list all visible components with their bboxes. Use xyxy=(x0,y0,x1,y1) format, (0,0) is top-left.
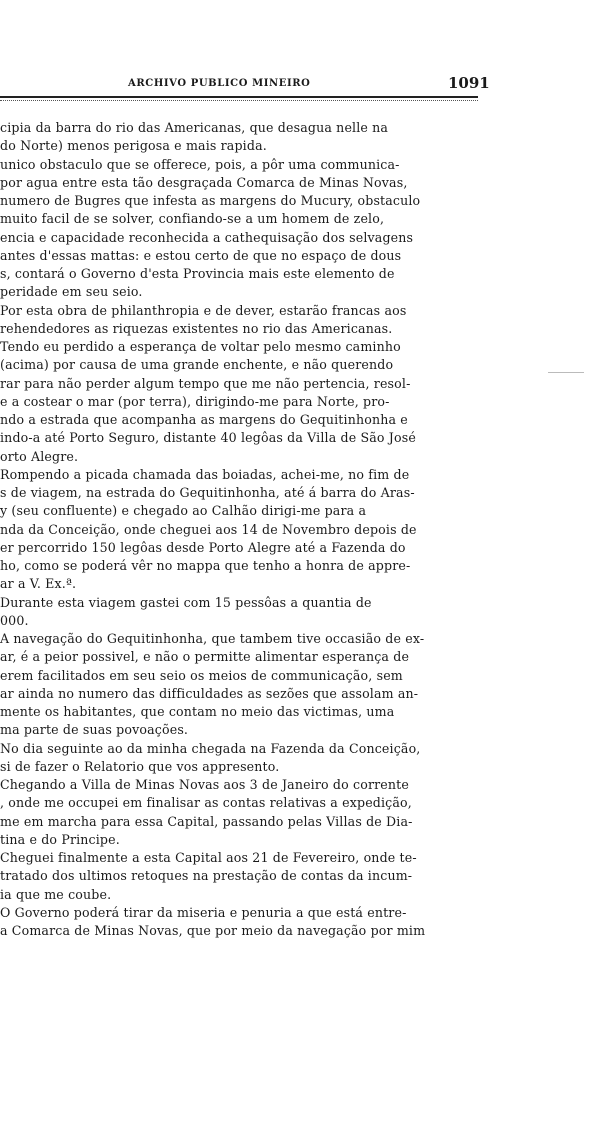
text-line: rehendedores as riquezas existentes no rio das Americanas. xyxy=(0,320,393,336)
text-line: muito facil de se solver, confiando-se a um homem de zelo, xyxy=(0,211,385,227)
text-line: O Governo poderá tirar da miseria e penuria a que está entre- xyxy=(0,904,407,920)
text-line: Durante esta viagem gastei com 15 pessôas a quantia de xyxy=(0,594,372,610)
text-line: Cheguei finalmente a esta Capital aos 21 de Fevereiro, onde te- xyxy=(0,850,417,865)
text-line: s, contará o Governo d'esta Provincia mais este elemento de xyxy=(0,266,395,281)
text-line: ar, é a peior possivel, e não o permitte alimentar esperança de xyxy=(0,649,410,665)
text-line: Chegando a Villa de Minas Novas aos 3 de Janeiro do corrente xyxy=(0,777,409,792)
text-line: unico obstaculo que se offerece, pois, a pôr uma communica- xyxy=(0,156,400,172)
text-line: rar para não perder algum tempo que me não pertencia, resol- xyxy=(0,375,411,391)
text-line: a Comarca de Minas Novas, que por meio da navegação por mim xyxy=(0,923,426,938)
text-line: antes d'essas mattas: e estou certo de que no espaço de dous xyxy=(0,247,402,263)
text-line: tina e do Principe. xyxy=(0,831,120,847)
text-line: ar a V. Ex.ª. xyxy=(0,576,77,592)
text-line: ma parte de suas povoações. xyxy=(0,722,189,738)
text-line: , onde me occupei em finalisar as contas relativas a expedição, xyxy=(0,795,412,811)
text-line: mente os habitantes, que contam no meio das victimas, uma xyxy=(0,704,395,719)
text-line: Tendo eu perdido a esperança de voltar pelo mesmo caminho xyxy=(0,339,401,354)
text-line: tratado dos ultimos retoques na prestação de contas da incum- xyxy=(0,868,413,884)
text-line: e a costear o mar (por terra), dirigindo-me para Norte, pro- xyxy=(0,393,390,409)
text-line: Rompendo a picada chamada das boiadas, achei-me, no fim de xyxy=(0,466,410,482)
running-title: ARCHIVO PUBLICO MINEIRO xyxy=(128,78,311,89)
text-line: Por esta obra de philanthropia e de dever, estarão francas aos xyxy=(0,302,407,318)
text-line: cipia da barra do rio das Americanas, que desagua nelle na xyxy=(0,120,389,135)
text-line: No dia seguinte ao da minha chegada na Fazenda da Conceição, xyxy=(0,740,421,756)
page-number: 1091 xyxy=(448,74,490,92)
text-line: A navegação do Gequitinhonha, que tambem tive occasião de ex- xyxy=(0,631,425,646)
text-line: peridade em seu seio. xyxy=(0,284,143,300)
text-line: do Norte) menos perigosa e mais rapida. xyxy=(0,138,267,154)
page-header xyxy=(0,72,591,96)
text-line: ndo a estrada que acompanha as margens do Gequitinhonha e xyxy=(0,412,408,427)
text-line: si de fazer o Relatorio que vos appresento. xyxy=(0,758,280,774)
text-line: encia e capacidade reconhecida a cathequisação dos selvagens xyxy=(0,229,414,245)
text-line: s de viagem, na estrada do Gequitinhonha, até á barra do Aras- xyxy=(0,485,415,500)
text-line: numero de Bugres que infesta as margens do Mucury, obstaculo xyxy=(0,193,421,208)
text-line: nda da Conceição, onde cheguei aos 14 de Novembro depois de xyxy=(0,521,417,537)
body-text xyxy=(0,119,591,940)
text-line: me em marcha para essa Capital, passando pelas Villas de Dia- xyxy=(0,813,413,829)
header-rule xyxy=(0,96,478,98)
text-line: y (seu confluente) e chegado ao Calhão dirigi-me para a xyxy=(0,503,367,519)
text-line: por agua entre esta tão desgraçada Comarca de Minas Novas, xyxy=(0,174,408,190)
text-line: erem facilitados em seu seio os meios de communicação, sem xyxy=(0,667,403,683)
text-line: ia que me coube. xyxy=(0,886,112,902)
text-line: ho, como se poderá vêr no mappa que tenho a honra de appre- xyxy=(0,558,411,573)
text-line: indo-a até Porto Seguro, distante 40 legôas da Villa de São José xyxy=(0,430,416,446)
text-line: ar ainda no numero das difficuldades as sezões que assolam an- xyxy=(0,685,419,701)
text-line: orto Alegre. xyxy=(0,448,79,464)
text-line: (acima) por causa de uma grande enchente, e não querendo xyxy=(0,357,394,373)
margin-mark xyxy=(548,372,584,373)
header-rule-dotted xyxy=(0,100,478,101)
text-line: 000. xyxy=(0,612,29,628)
text-line: er percorrido 150 legôas desde Porto Alegre até a Fazenda do xyxy=(0,539,406,555)
